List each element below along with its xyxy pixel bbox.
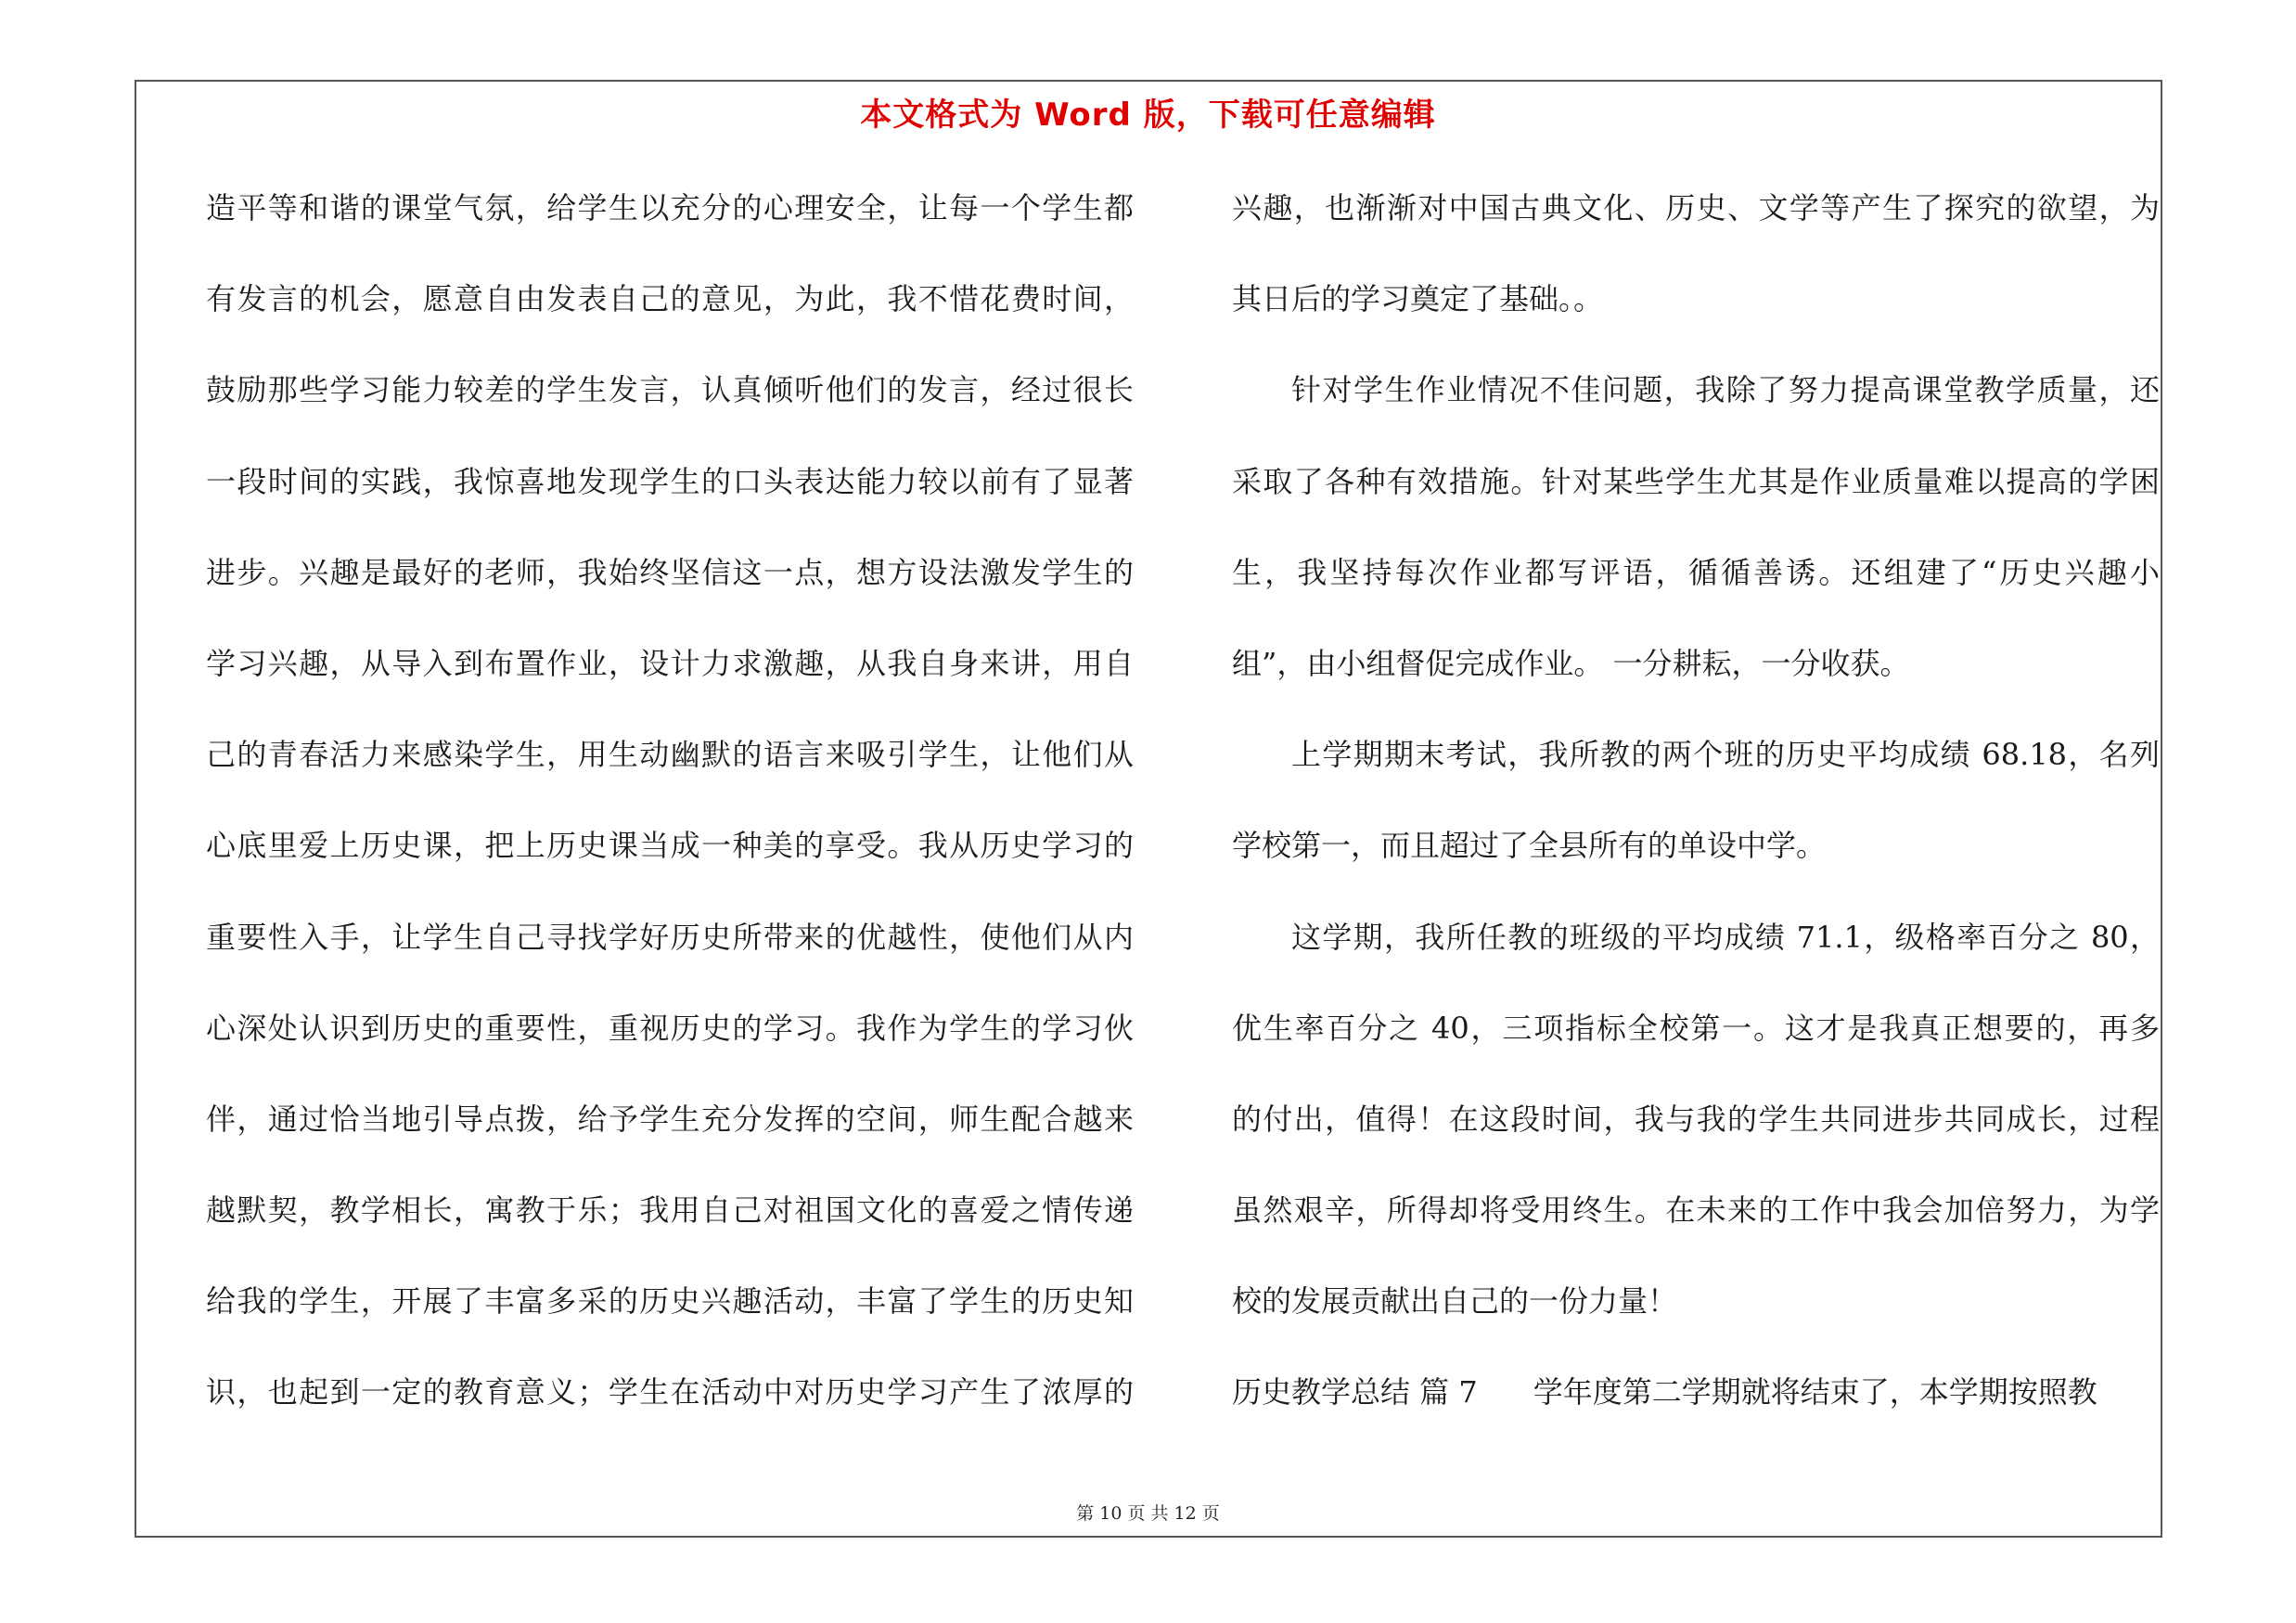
text-line: 心深处认识到历史的重要性，重视历史的学习。我作为学生的学习伙 [206, 1010, 1134, 1046]
text-line: 伴，通过恰当地引导点拨，给予学生充分发挥的空间，师生配合越来 [206, 1101, 1134, 1137]
paragraph-first-line: 上学期期末考试，我所教的两个班的历史平均成绩 68.18，名列 [1291, 737, 2160, 773]
text-line: 重要性入手，让学生自己寻找学好历史所带来的优越性，使他们从内 [206, 919, 1134, 955]
text-line: 鼓励那些学习能力较差的学生发言，认真倾听他们的发言，经过很长 [206, 372, 1134, 408]
text-line: 一段时间的实践，我惊喜地发现学生的口头表达能力较以前有了显著 [206, 463, 1134, 499]
text-line: 兴趣，也渐渐对中国古典文化、历史、文学等产生了探究的欲望，为 [1232, 190, 2160, 225]
text-line: 的付出，值得！在这段时间，我与我的学生共同进步共同成长，过程 [1232, 1101, 2160, 1137]
section-heading-title: 历史教学总结 篇 7 [1232, 1374, 1478, 1410]
right-text-column [1232, 184, 2160, 1460]
text-line: 校的发展贡献出自己的一份力量！ [1232, 1283, 1678, 1320]
text-line: 生，我坚持每次作业都写评语，循循善诱。还组建了“历史兴趣小 [1232, 554, 2160, 590]
text-line: 学习兴趣，从导入到布置作业，设计力求激趣，从我自身来讲，用自 [206, 645, 1134, 681]
text-line: 虽然艰辛，所得却将受用终生。在未来的工作中我会加倍努力，为学 [1232, 1192, 2160, 1229]
paragraph-first-line: 针对学生作业情况不佳问题，我除了努力提高课堂教学质量，还 [1291, 372, 2160, 408]
section-heading-line [1232, 1368, 2160, 1459]
word-format-banner: 本文格式为 Word 版，下载可任意编辑 [860, 97, 1436, 134]
page-number-footer: 第 10 页 共 12 页 [1076, 1503, 1220, 1524]
text-line: 识，也起到一定的教育意义；学生在活动中对历史学习产生了浓厚的 [206, 1374, 1134, 1410]
text-line: 有发言的机会，愿意自由发表自己的意见，为此，我不惜花费时间， [206, 281, 1134, 317]
text-line: 进步。兴趣是最好的老师，我始终坚信这一点，想方设法激发学生的 [206, 554, 1134, 590]
text-line: 越默契，教学相长，寓教于乐；我用自己对祖国文化的喜爱之情传递 [206, 1192, 1134, 1229]
text-line: 给我的学生，开展了丰富多采的历史兴趣活动，丰富了学生的历史知 [206, 1283, 1134, 1320]
text-line: 心底里爱上历史课，把上历史课当成一种美的享受。我从历史学习的 [206, 828, 1134, 864]
text-line: 优生率百分之 40，三项指标全校第一。这才是我真正想要的，再多 [1232, 1010, 2160, 1046]
text-line: 学校第一，而且超过了全县所有的单设中学。 [1232, 828, 1827, 864]
left-text-column [206, 184, 1134, 1460]
text-line: 造平等和谐的课堂气氛，给学生以充分的心理安全，让每一个学生都 [206, 190, 1134, 225]
text-line: 组”，由小组督促完成作业。 一分耕耘，一分收获。 [1232, 645, 1910, 681]
text-line: 其日后的学习奠定了基础。。 [1232, 281, 1604, 317]
paragraph-first-line: 这学期，我所任教的班级的平均成绩 71.1，级格率百分之 80， [1291, 919, 2160, 955]
section-heading-text: 学年度第二学期就将结束了，本学期按照教 [1533, 1374, 2097, 1410]
text-line: 采取了各种有效措施。针对某些学生尤其是作业质量难以提高的学困 [1232, 463, 2160, 499]
text-line: 己的青春活力来感染学生，用生动幽默的语言来吸引学生，让他们从 [206, 737, 1134, 773]
